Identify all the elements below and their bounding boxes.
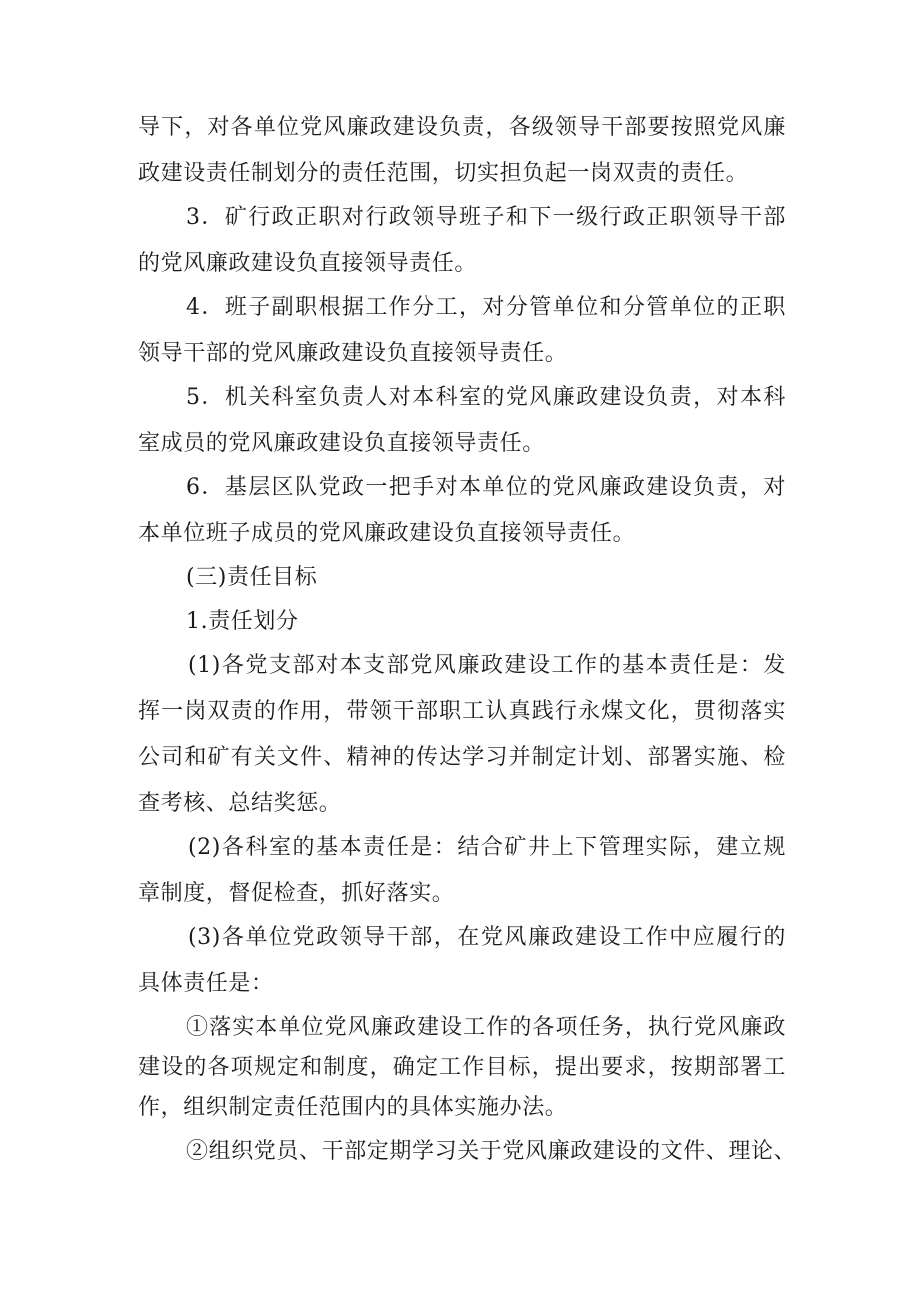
subsection-heading-division <box>138 611 786 633</box>
paragraph-continuation <box>138 117 786 185</box>
text-line: (1)各党支部对本支部党风廉政建设工作的基本责任是：发 <box>188 653 786 678</box>
text-line: 公司和矿有关文件、精神的传达学习并制定计划、部署实施、检 <box>138 745 786 770</box>
paragraph-item-6 <box>138 477 786 545</box>
text-line: 的党风廉政建设负直接领导责任。 <box>138 251 478 276</box>
text-line: ②组织党员、干部定期学习关于党风廉政建设的文件、理论、 <box>186 1139 797 1164</box>
text-line: 4．班子副职根据工作分工，对分管单位和分管单位的正职 <box>186 295 786 320</box>
text-line: 查考核、总结奖惩。 <box>138 791 342 816</box>
text-line: 本单位班子成员的党风廉政建设负直接领导责任。 <box>138 521 636 546</box>
text-line: 3．矿行政正职对行政领导班子和下一级行政正职领导干部 <box>186 205 786 230</box>
paragraph-item-circled-2 <box>138 1139 797 1164</box>
text-line: (3)各单位党政领导干部，在党风廉政建设工作中应履行的 <box>188 925 786 950</box>
paragraph-office-duty <box>138 837 786 905</box>
section-heading-target <box>138 567 786 589</box>
section-heading: (三)责任目标 <box>186 565 318 590</box>
text-line: 5．机关科室负责人对本科室的党风廉政建设负责，对本科 <box>186 385 786 410</box>
paragraph-item-5 <box>138 387 786 455</box>
document-body <box>138 115 797 1164</box>
text-line: 领导干部的党风廉政建设负直接领导责任。 <box>138 341 568 366</box>
paragraph-item-4 <box>138 297 786 365</box>
text-line: 挥一岗双责的作用，带领干部职工认真践行永煤文化，贯彻落实 <box>138 699 786 724</box>
paragraph-branch-duty <box>138 655 786 815</box>
text-line: 6．基层区队党政一把手对本单位的党风廉政建设负责，对 <box>186 475 786 500</box>
paragraph-leader-duty <box>138 927 786 995</box>
text-line: 具体责任是： <box>138 971 274 996</box>
paragraph-item-circled-1 <box>138 1017 786 1119</box>
text-line: 建设的各项规定和制度，确定工作目标，提出要求，按期部署工 <box>138 1055 786 1080</box>
text-line: 政建设责任制划分的责任范围，切实担负起一岗双责的责任。 <box>138 161 749 186</box>
text-line: 章制度，督促检查，抓好落实。 <box>138 881 455 906</box>
paragraph-item-3 <box>138 207 786 275</box>
text-line: 室成员的党风廉政建设负直接领导责任。 <box>138 431 545 456</box>
text-line: ①落实本单位党风廉政建设工作的各项任务，执行党风廉政 <box>186 1015 786 1040</box>
text-line: 导下，对各单位党风廉政建设负责，各级领导干部要按照党风廉 <box>138 115 786 140</box>
text-line: (2)各科室的基本责任是：结合矿井上下管理实际，建立规 <box>188 835 786 860</box>
subsection-heading: 1.责任划分 <box>186 609 299 634</box>
text-line: 作，组织制定责任范围内的具体实施办法。 <box>138 1095 568 1120</box>
